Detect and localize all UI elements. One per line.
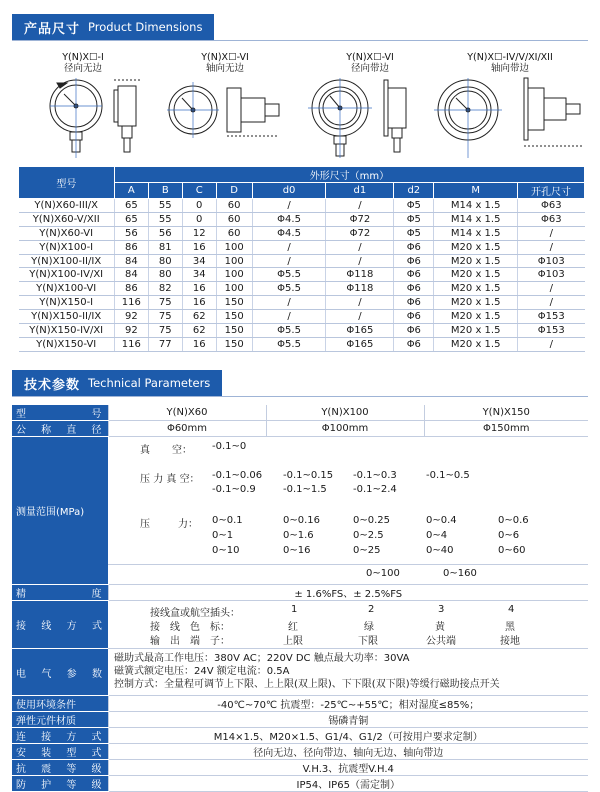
row-label-shock: 抗 震 等 级 (12, 760, 108, 776)
diagram-label-3 (325, 52, 415, 74)
wiring-value: 红 (288, 622, 298, 633)
dimension-cell: 60 (216, 212, 252, 226)
dimension-cell: Φ118 (326, 268, 394, 282)
dimension-cell: 116 (114, 296, 148, 310)
dimension-cell: 150 (216, 310, 252, 324)
dimension-cell: / (252, 254, 326, 268)
dimension-cell: 100 (216, 282, 252, 296)
table-row (19, 296, 585, 310)
gauge-diagram-radial-no-flange (30, 76, 160, 160)
model-cell: Y(N)X60-VI (19, 226, 115, 240)
compound-range: -0.1~0.06 (212, 470, 263, 481)
dimension-cell: 150 (216, 337, 252, 351)
dimension-cell: 16 (182, 282, 216, 296)
electric-line: 控制方式：全量程可调节上下限、上上限(双上限)、下下限(双下限)等缓行磁助接点开关 (114, 679, 500, 690)
row-label-electric: 电 气 参 数 (12, 649, 108, 696)
pressure-range: 0~0.6 (498, 515, 529, 526)
wiring-value: 黄 (435, 622, 445, 633)
dimension-cell: Φ6 (394, 324, 434, 338)
column-header: d0 (252, 183, 326, 199)
dimension-cell: M14 x 1.5 (434, 226, 518, 240)
dimension-cell: / (518, 240, 585, 254)
pressure-range: 0~4 (426, 530, 448, 541)
dimension-cell: 65 (114, 212, 148, 226)
dimension-cell: Φ72 (326, 226, 394, 240)
wiring-value: 绿 (364, 622, 374, 633)
dimension-cell: 16 (182, 337, 216, 351)
column-header: M (434, 183, 518, 199)
pressure-label: 压 力： (140, 519, 198, 530)
dimension-cell: Φ165 (326, 324, 394, 338)
compound-range: -0.1~0.5 (426, 470, 470, 481)
compound-label: 压 力 真 空： (140, 474, 200, 485)
dimension-cell: 150 (216, 324, 252, 338)
wiring-value: 3 (438, 604, 445, 615)
dimension-cell: 62 (182, 324, 216, 338)
dimension-cell: 75 (148, 310, 182, 324)
dimension-cell: / (252, 296, 326, 310)
environment-value: -40℃~70℃ 抗震型：-25℃~+55℃；相对湿度≤85%； (108, 696, 588, 712)
pressure-range: 0~0.16 (283, 515, 321, 526)
dimension-cell: Φ6 (394, 240, 434, 254)
wiring-row-label: 接线盒或航空插头： (150, 608, 240, 619)
dimension-cell: Φ63 (518, 199, 585, 213)
dimension-cell: 75 (148, 296, 182, 310)
compound-range: -0.1~0.3 (353, 470, 397, 481)
dimension-cell: / (252, 310, 326, 324)
row-label-install: 安 装 型 式 (12, 744, 108, 760)
dimension-cell: 77 (148, 337, 182, 351)
protection-value: IP54、IP65（需定制） (108, 776, 588, 792)
wiring-value: 接地 (500, 636, 520, 647)
column-header: A (114, 183, 148, 199)
dimension-cell: Φ153 (518, 310, 585, 324)
column-header: d1 (326, 183, 394, 199)
table-row (19, 199, 585, 213)
dimension-cell: Φ6 (394, 282, 434, 296)
dimension-cell: Φ5 (394, 212, 434, 226)
dimension-cell: 75 (148, 324, 182, 338)
row-label-model: 型 号 (12, 405, 108, 421)
gauge-diagram-axial-no-flange (165, 76, 295, 160)
dimension-cell: Φ6 (394, 254, 434, 268)
dimension-cell: 82 (148, 282, 182, 296)
electric-line: 磁簧式额定电压：24V 额定电流：0.5A (114, 666, 290, 677)
dimension-cell: 100 (216, 240, 252, 254)
section-title-cn: 技术参数 (24, 377, 81, 393)
dimension-cell: M14 x 1.5 (434, 199, 518, 213)
pressure-range: 0~1.6 (283, 530, 314, 541)
column-header: B (148, 183, 182, 199)
column-header: 开孔尺寸 (518, 183, 585, 199)
wiring-value: 下限 (358, 636, 378, 647)
dimension-table (18, 166, 585, 352)
dimension-cell: / (326, 199, 394, 213)
diagram-label-2 (180, 52, 270, 74)
wiring-value: 4 (508, 604, 515, 615)
dimension-cell: / (326, 254, 394, 268)
diameter-100: Φ100mm (266, 421, 424, 437)
dimension-cell: M20 x 1.5 (434, 282, 518, 296)
table-row (19, 226, 585, 240)
connection-value: M14×1.5、M20×1.5、G1/4、G1/2（可按用户要求定制） (108, 728, 588, 744)
dimension-cell: 16 (182, 240, 216, 254)
diagram-label-1 (38, 52, 128, 74)
dimension-cell: Φ103 (518, 254, 585, 268)
dimension-cell: 65 (114, 199, 148, 213)
shock-value: V.H.3、抗震型V.H.4 (108, 760, 588, 776)
diagram-label-4 (440, 52, 580, 74)
dimension-cell: 56 (114, 226, 148, 240)
gauge-diagram-axial-flange (432, 76, 592, 160)
dimension-cell: Φ72 (326, 212, 394, 226)
table-row (19, 268, 585, 282)
dimension-cell: 81 (148, 240, 182, 254)
dimension-cell: M20 x 1.5 (434, 268, 518, 282)
table-row (19, 324, 585, 338)
accuracy-value: ± 1.6%FS、± 2.5%FS (108, 585, 588, 601)
model-60: Y(N)X60 (108, 405, 266, 421)
dimension-cell: M14 x 1.5 (434, 212, 518, 226)
pressure-range: 0~60 (498, 545, 526, 556)
pressure-range: 0~10 (212, 545, 240, 556)
diagram-model: Y(N)X☐-IV/V/XI/XII (467, 52, 553, 63)
dimension-cell: 62 (182, 310, 216, 324)
dimension-cell: Φ4.5 (252, 226, 326, 240)
dimension-cell: 100 (216, 268, 252, 282)
wiring-value: 黑 (505, 622, 515, 633)
install-value: 径向无边、径向带边、轴向无边、轴向带边 (108, 744, 588, 760)
row-label-accuracy: 精 度 (12, 585, 108, 601)
dimension-cell: Φ6 (394, 310, 434, 324)
row-label-material: 弹性元件材质 (12, 712, 108, 728)
dimension-cell: Φ63 (518, 212, 585, 226)
dimension-cell: 92 (114, 310, 148, 324)
diagram-model: Y(N)X☐-VI (201, 52, 249, 63)
dimension-cell: 100 (216, 254, 252, 268)
dimension-cell: 60 (216, 226, 252, 240)
dimension-cell: / (252, 240, 326, 254)
dimension-cell: 150 (216, 296, 252, 310)
dimension-cell: 55 (148, 199, 182, 213)
model-cell: Y(N)X150-I (19, 296, 115, 310)
dimension-cell: 80 (148, 268, 182, 282)
range-cell (108, 437, 588, 585)
dimension-cell: 34 (182, 254, 216, 268)
table-row (19, 310, 585, 324)
model-cell: Y(N)X60-III/X (19, 199, 115, 213)
wiring-value: 1 (291, 604, 298, 615)
column-group-header: 外形尺寸（mm） (114, 167, 584, 183)
wiring-value: 公共端 (426, 636, 456, 647)
dimension-cell: 16 (182, 296, 216, 310)
pressure-range: 0~25 (353, 545, 381, 556)
model-cell: Y(N)X100-I (19, 240, 115, 254)
dimension-cell: Φ5.5 (252, 337, 326, 351)
pressure-range: 0~160 (443, 568, 477, 579)
wiring-cell (108, 601, 588, 649)
dimension-cell: 80 (148, 254, 182, 268)
column-header: D (216, 183, 252, 199)
dimension-cell: 84 (114, 268, 148, 282)
material-value: 锡磷青铜 (108, 712, 588, 728)
dimension-cell: 60 (216, 199, 252, 213)
table-row (19, 240, 585, 254)
range-divider (108, 564, 588, 565)
model-150: Y(N)X150 (424, 405, 588, 421)
compound-range: -0.1~0.15 (283, 470, 334, 481)
electric-line: 磁助式最高工作电压：380V AC；220V DC 触点最大功率：30VA (114, 653, 410, 664)
section-divider (12, 40, 588, 41)
dimension-cell: 34 (182, 268, 216, 282)
dimension-cell: / (518, 337, 585, 351)
section-title-cn: 产品尺寸 (24, 21, 81, 37)
dimension-cell: Φ5.5 (252, 282, 326, 296)
dimension-cell: Φ5 (394, 226, 434, 240)
dimension-cell: M20 x 1.5 (434, 310, 518, 324)
model-cell: Y(N)X100-IV/XI (19, 268, 115, 282)
table-row (19, 212, 585, 226)
diameter-150: Φ150mm (424, 421, 588, 437)
pressure-range: 0~0.4 (426, 515, 457, 526)
pressure-range: 0~2.5 (353, 530, 384, 541)
section-header-dimensions (12, 14, 214, 40)
dimension-cell: 12 (182, 226, 216, 240)
gauge-diagram-radial-flange (300, 76, 430, 160)
model-cell: Y(N)X150-II/IX (19, 310, 115, 324)
dimension-cell: Φ103 (518, 268, 585, 282)
wiring-row-label: 输 出 端 子： (150, 636, 230, 647)
dimension-cell: Φ118 (326, 282, 394, 296)
dimension-cell: / (518, 226, 585, 240)
electric-cell (108, 649, 588, 696)
dimension-cell: M20 x 1.5 (434, 254, 518, 268)
vacuum-range: -0.1~0 (212, 441, 247, 452)
diagram-desc: 轴向无边 (205, 63, 244, 74)
dimension-cell: 92 (114, 324, 148, 338)
dimension-cell: Φ5.5 (252, 324, 326, 338)
section-header-technical (12, 370, 222, 396)
dimension-cell: M20 x 1.5 (434, 296, 518, 310)
dimension-cell: Φ6 (394, 268, 434, 282)
diagram-desc: 径向无边 (63, 63, 102, 74)
table-row (19, 282, 585, 296)
diameter-60: Φ60mm (108, 421, 266, 437)
column-header: C (182, 183, 216, 199)
dimension-cell: 86 (114, 282, 148, 296)
vacuum-label: 真 空： (140, 445, 192, 456)
row-label-wiring: 接 线 方 式 (12, 601, 108, 649)
pressure-range: 0~40 (426, 545, 454, 556)
dimension-cell: Φ5.5 (252, 268, 326, 282)
model-cell: Y(N)X60-V/XII (19, 212, 115, 226)
diagram-model: Y(N)X☐-VI (346, 52, 394, 63)
pressure-range: 0~16 (283, 545, 311, 556)
dimension-cell: 56 (148, 226, 182, 240)
model-cell: Y(N)X100-II/IX (19, 254, 115, 268)
dimension-cell: Φ6 (394, 296, 434, 310)
row-label-protection: 防 护 等 级 (12, 776, 108, 792)
column-header: d2 (394, 183, 434, 199)
compound-range: -0.1~0.9 (212, 484, 256, 495)
compound-range: -0.1~2.4 (353, 484, 397, 495)
diagram-desc: 径向带边 (350, 63, 389, 74)
model-cell: Y(N)X150-IV/XI (19, 324, 115, 338)
dimension-cell: M20 x 1.5 (434, 324, 518, 338)
dimension-cell: Φ4.5 (252, 212, 326, 226)
dimension-cell: / (518, 296, 585, 310)
model-cell: Y(N)X100-VI (19, 282, 115, 296)
wiring-value: 2 (368, 604, 375, 615)
dimension-cell: 84 (114, 254, 148, 268)
dimension-cell: / (252, 199, 326, 213)
dimension-cell: Φ153 (518, 324, 585, 338)
pressure-range: 0~1 (212, 530, 234, 541)
pressure-range: 0~6 (498, 530, 520, 541)
row-label-environment: 使用环境条件 (12, 696, 108, 712)
dimension-cell: / (518, 282, 585, 296)
pressure-range: 0~0.1 (212, 515, 243, 526)
technical-table (12, 405, 588, 792)
pressure-range: 0~100 (366, 568, 400, 579)
dimension-cell: Φ165 (326, 337, 394, 351)
wiring-value: 上限 (283, 636, 303, 647)
dimension-cell: M20 x 1.5 (434, 337, 518, 351)
dimension-cell: 0 (182, 199, 216, 213)
model-cell: Y(N)X150-VI (19, 337, 115, 351)
table-row (19, 337, 585, 351)
diagram-model: Y(N)X☐-I (62, 52, 104, 63)
row-label-connection: 连 接 方 式 (12, 728, 108, 744)
row-label-range: 测量范围(MPa) (12, 437, 108, 585)
dimension-cell: Φ5 (394, 199, 434, 213)
dimension-cell: 116 (114, 337, 148, 351)
dimension-cell: / (326, 310, 394, 324)
dimension-cell: / (326, 296, 394, 310)
column-header-model: 型号 (19, 167, 115, 199)
table-row (19, 254, 585, 268)
wiring-row-label: 接 线 色 标： (150, 622, 230, 633)
pressure-range: 0~0.25 (353, 515, 391, 526)
dimension-cell: Φ6 (394, 337, 434, 351)
model-100: Y(N)X100 (266, 405, 424, 421)
dimension-cell: / (326, 240, 394, 254)
section-divider (12, 396, 588, 397)
section-title-en: Technical Parameters (88, 376, 211, 390)
diagram-desc: 轴向带边 (490, 63, 529, 74)
dimension-cell: M20 x 1.5 (434, 240, 518, 254)
dimension-cell: 55 (148, 212, 182, 226)
dimension-cell: 86 (114, 240, 148, 254)
row-label-diameter: 公 称 直 径 (12, 421, 108, 437)
dimension-cell: 0 (182, 212, 216, 226)
section-title-en: Product Dimensions (88, 20, 203, 34)
compound-range: -0.1~1.5 (283, 484, 327, 495)
